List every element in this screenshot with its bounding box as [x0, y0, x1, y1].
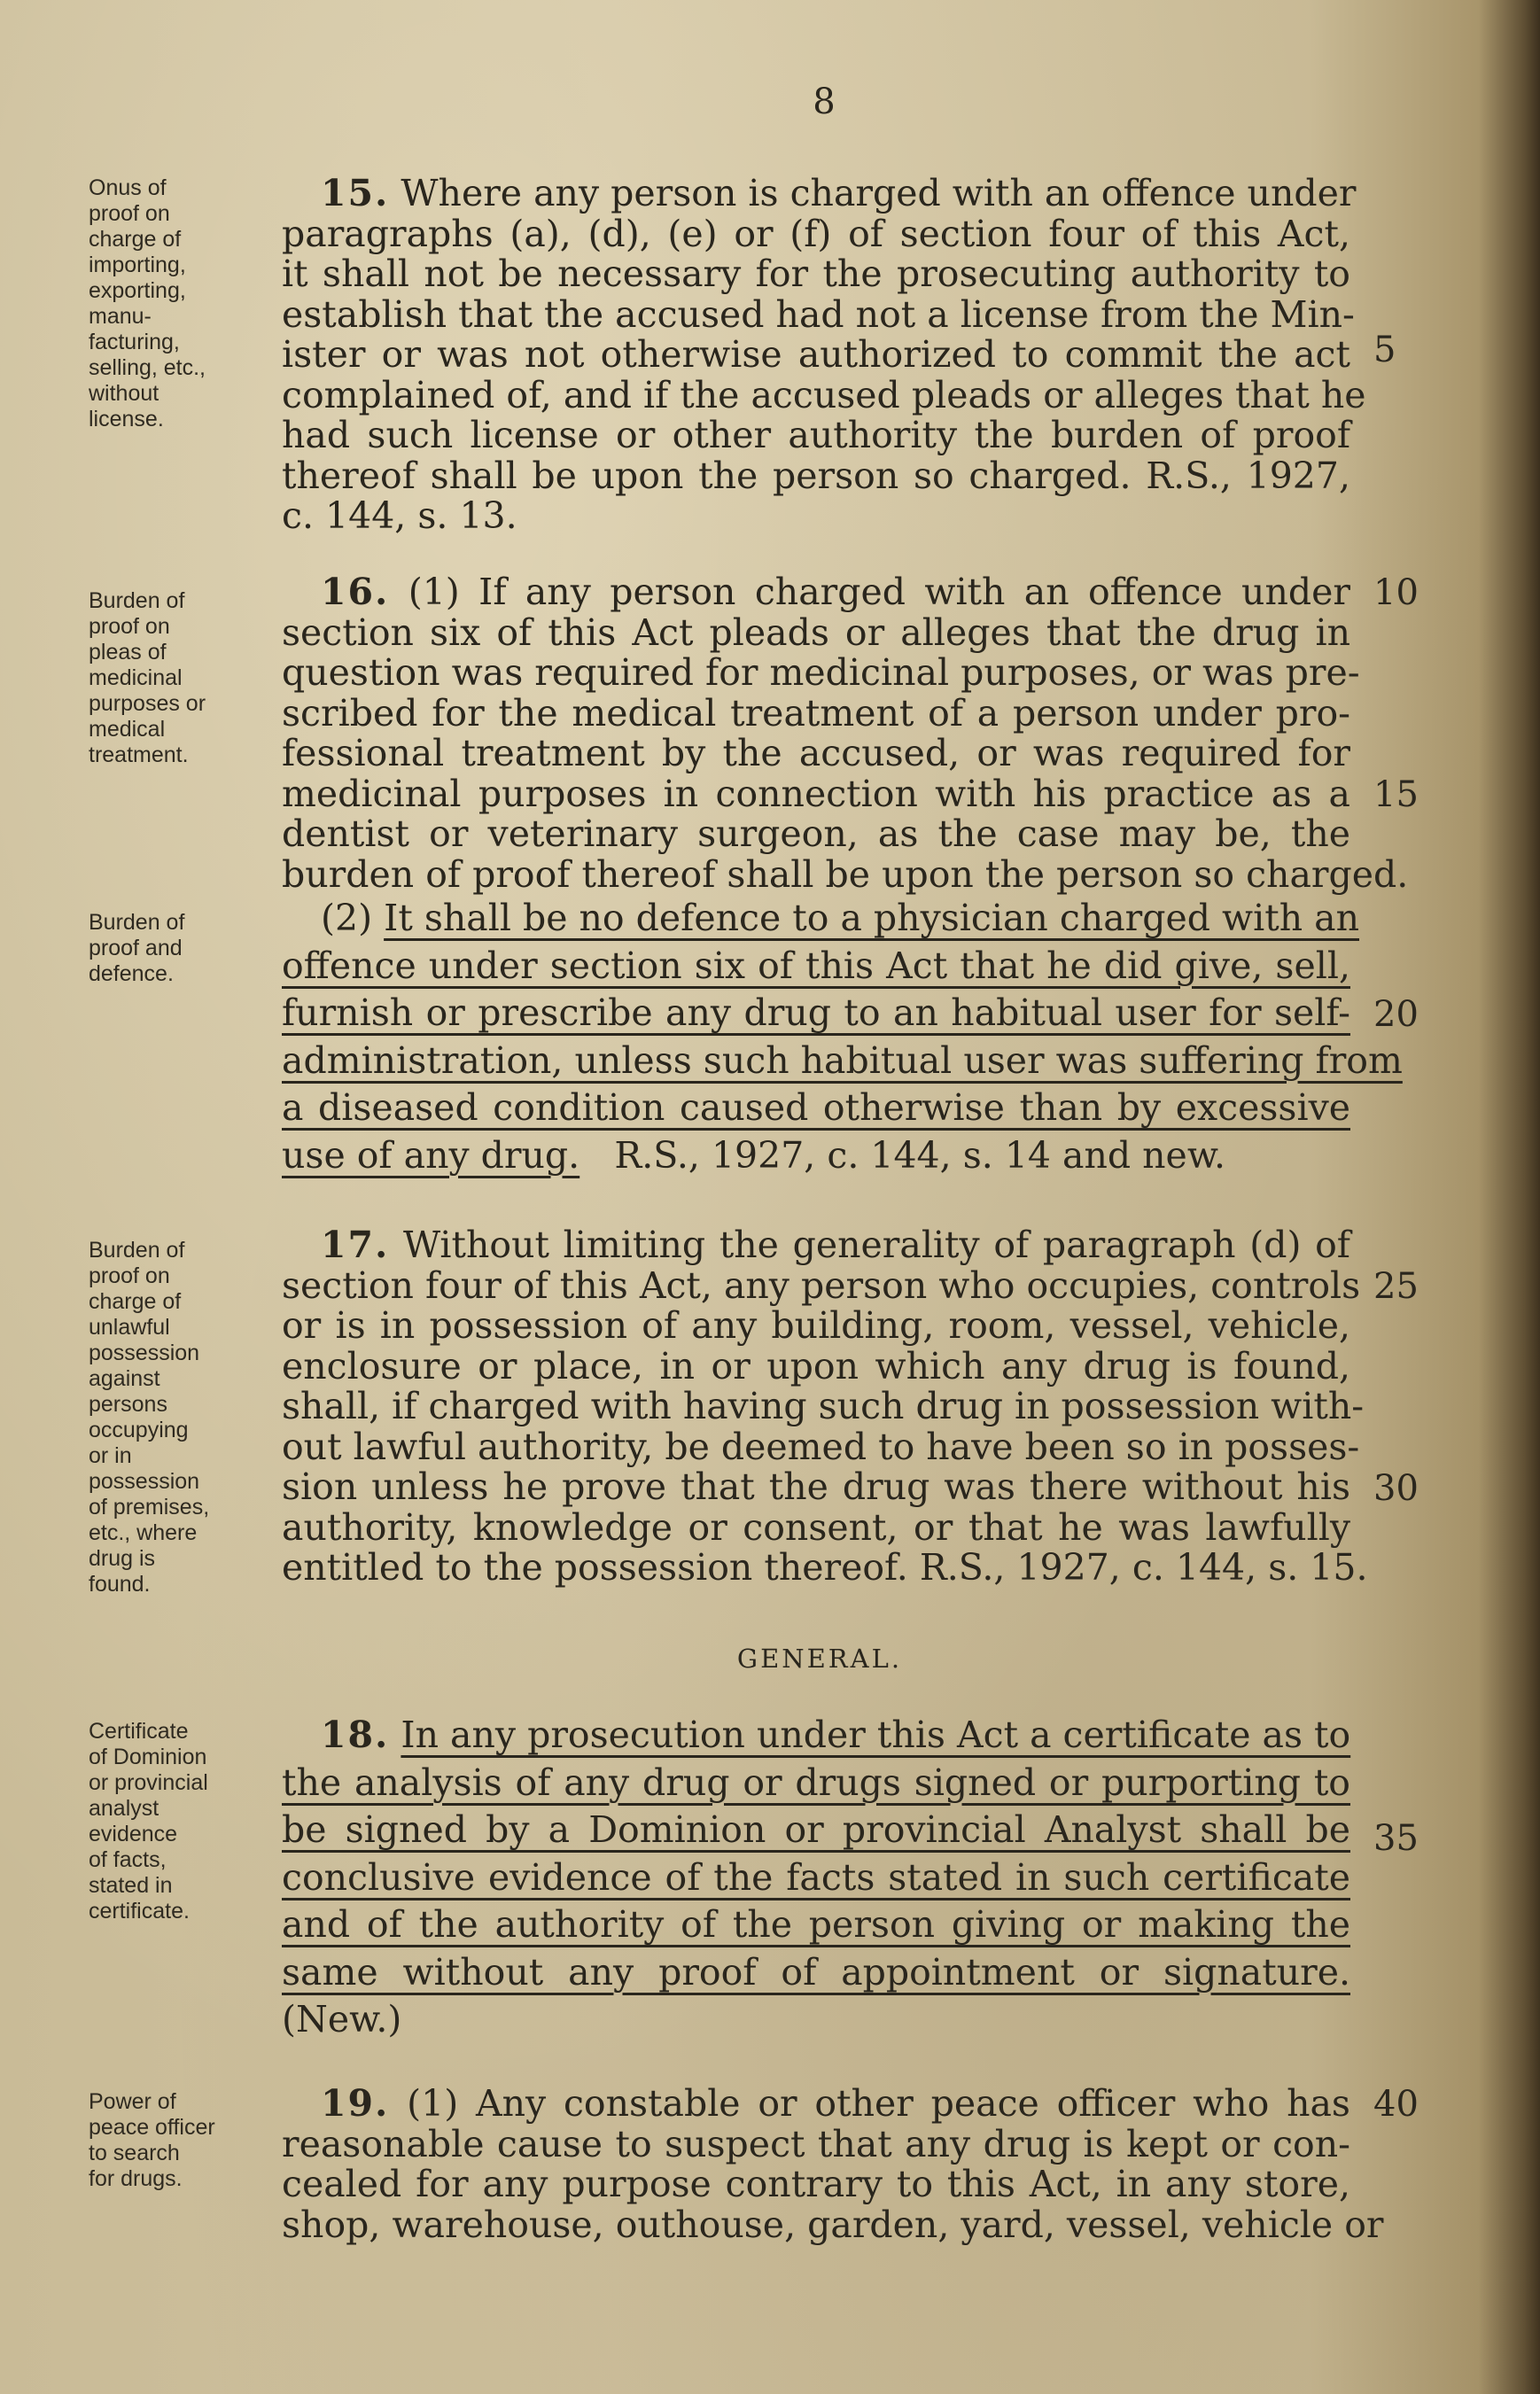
text-line: or is in possession of any building, room, vessel, vehicle,: [282, 1304, 1350, 1347]
line-text: Where any person is charged with an offence under: [401, 172, 1357, 214]
section-18: [282, 1712, 1350, 2044]
text-line: sion unless he prove that the drug was there without his: [282, 1465, 1350, 1508]
text-line: thereof shall be upon the person so charged. R.S., 1927,: [282, 454, 1350, 497]
text-line: same without any proof of appointment or signature.: [282, 1950, 1350, 1994]
section-15: [282, 172, 1366, 537]
line-number: 5: [1373, 330, 1396, 370]
line-number: 40: [1373, 2084, 1419, 2125]
text-line: it shall not be necessary for the prosecuting authority to: [282, 253, 1350, 295]
margin-note-burden-medicinal: [89, 588, 266, 768]
text-line: administration, unless such habitual user was suffering from: [282, 1038, 1403, 1082]
subsection-number: (2): [321, 897, 373, 939]
page-number: 8: [813, 82, 836, 122]
text-line: medicinal purposes in connection with his practice as a: [282, 772, 1350, 815]
line-number: 20: [1373, 994, 1419, 1035]
margin-note-text: Burden of proof on pleas of medicinal purposes or medical treatment.: [89, 588, 206, 767]
text-line: [282, 2084, 1350, 2125]
section-number: 19.: [321, 2082, 390, 2125]
text-line: had such license or other authority the burden of proof: [282, 414, 1350, 456]
text-line: authority, knowledge or consent, or that he was lawfully: [282, 1505, 1350, 1549]
text-line: shop, warehouse, outhouse, garden, yard, vessel, vehicle or: [282, 2203, 1384, 2246]
text-line: paragraphs (a), (d), (e) or (f) of section four of this Act,: [282, 212, 1350, 255]
line-text: (1) If any person charged with an offence under: [408, 571, 1350, 613]
line-text: Without limiting the generality of paragraph (d) of: [403, 1224, 1350, 1266]
margin-note-text: Onus of proof on charge of importing, exporting, manu- facturing, selling, etc., without license.: [89, 175, 206, 431]
text-line: fessional treatment by the accused, or was required for: [282, 732, 1350, 774]
text-line: question was required for medicinal purposes, or was pre-: [282, 651, 1360, 694]
heading-general: GENERAL.: [736, 1644, 903, 1674]
margin-note-power-to-search: [89, 2089, 266, 2192]
text-line: shall, if charged with having such drug in possession with-: [282, 1385, 1365, 1427]
section-number: 16.: [321, 571, 390, 613]
margin-note-onus-of-proof: [89, 175, 266, 432]
margin-note-analyst-certificate: [89, 1719, 266, 1924]
text-line: entitled to the possession thereof. R.S., 1927, c. 144, s. 15.: [282, 1546, 1368, 1589]
text-line: offence under section six of this Act that he did give, sell,: [282, 944, 1350, 987]
margin-note-text: Power of peace officer to search for drugs.: [89, 2089, 215, 2191]
text-line: reasonable cause to suspect that any drug is kept or con-: [282, 2122, 1350, 2165]
section-19: [282, 2082, 1384, 2246]
text-line: dentist or veterinary surgeon, as the case may be, the: [282, 812, 1350, 855]
line-number: 15: [1373, 774, 1419, 815]
margin-note-text: Certificate of Dominion or provincial analyst evidence of facts, stated in certificate.: [89, 1719, 208, 1924]
text-line: scribed for the medical treatment of a person under pro-: [282, 691, 1350, 735]
citation: (New.): [282, 1998, 402, 2040]
section-17: [282, 1224, 1368, 1589]
margin-note-text: Burden of proof and defence.: [89, 910, 185, 986]
text-line: c. 144, s. 13.: [282, 494, 517, 537]
text-line: furnish or prescribe any drug to an habitual user for self-: [282, 991, 1350, 1034]
margin-note-unlawful-possession: [89, 1238, 266, 1597]
text-line: a diseased condition caused otherwise than by excessive: [282, 1086, 1350, 1129]
text-line: section six of this Act pleads or alleges that the drug in: [282, 610, 1350, 654]
line-number: 10: [1373, 572, 1419, 613]
text-line: the analysis of any drug or drugs signed or purporting to: [282, 1761, 1350, 1804]
margin-note-burden-defence: [89, 910, 266, 987]
section-number: 18.: [321, 1714, 390, 1756]
text-line: conclusive evidence of the facts stated in such certificate: [282, 1855, 1350, 1899]
line-text: (1) Any constable or other peace officer who has: [407, 2082, 1350, 2125]
text-line: [282, 895, 1360, 943]
text-line: out lawful authority, be deemed to have been so in posses-: [282, 1425, 1360, 1468]
text-line: enclosure or place, in or upon which any drug is found,: [282, 1344, 1350, 1387]
text-line: and of the authority of the person giving or making the: [282, 1903, 1350, 1946]
line-text: It shall be no defence to a physician charged with an: [384, 897, 1360, 939]
section-number: 17.: [321, 1224, 390, 1266]
text-line: cealed for any purpose contrary to this Act, in any store,: [282, 2163, 1350, 2205]
text-line: [282, 1712, 1350, 1760]
text-line: [282, 1132, 1350, 1180]
text-line: burden of proof thereof shall be upon the person so charged.: [282, 852, 1409, 896]
text-line: [282, 572, 1350, 613]
text-line: be signed by a Dominion or provincial Analyst shall be: [282, 1808, 1350, 1851]
text-line: ister or was not otherwise authorized to commit the act: [282, 333, 1350, 376]
text-line: establish that the accused had not a license from the Min-: [282, 292, 1355, 336]
section-number: 15.: [321, 172, 390, 214]
line-text: In any prosecution under this Act a certificate as to: [401, 1714, 1351, 1756]
line-number: 35: [1373, 1818, 1419, 1859]
line-number: 30: [1373, 1468, 1419, 1509]
text-line: [282, 172, 1357, 214]
margin-note-text: Burden of proof on charge of unlawful possession against persons occupying or in possession of premises, etc., where drug is found.: [89, 1238, 210, 1597]
citation: R.S., 1927, c. 144, s. 14 and new.: [614, 1133, 1226, 1177]
text-line: section four of this Act, any person who occupies, controls: [282, 1263, 1361, 1307]
text-line: [282, 1225, 1350, 1266]
line-text: use of any drug.: [282, 1133, 580, 1177]
line-number: 25: [1373, 1266, 1419, 1307]
text-line: complained of, and if the accused pleads or alleges that he: [282, 373, 1366, 416]
